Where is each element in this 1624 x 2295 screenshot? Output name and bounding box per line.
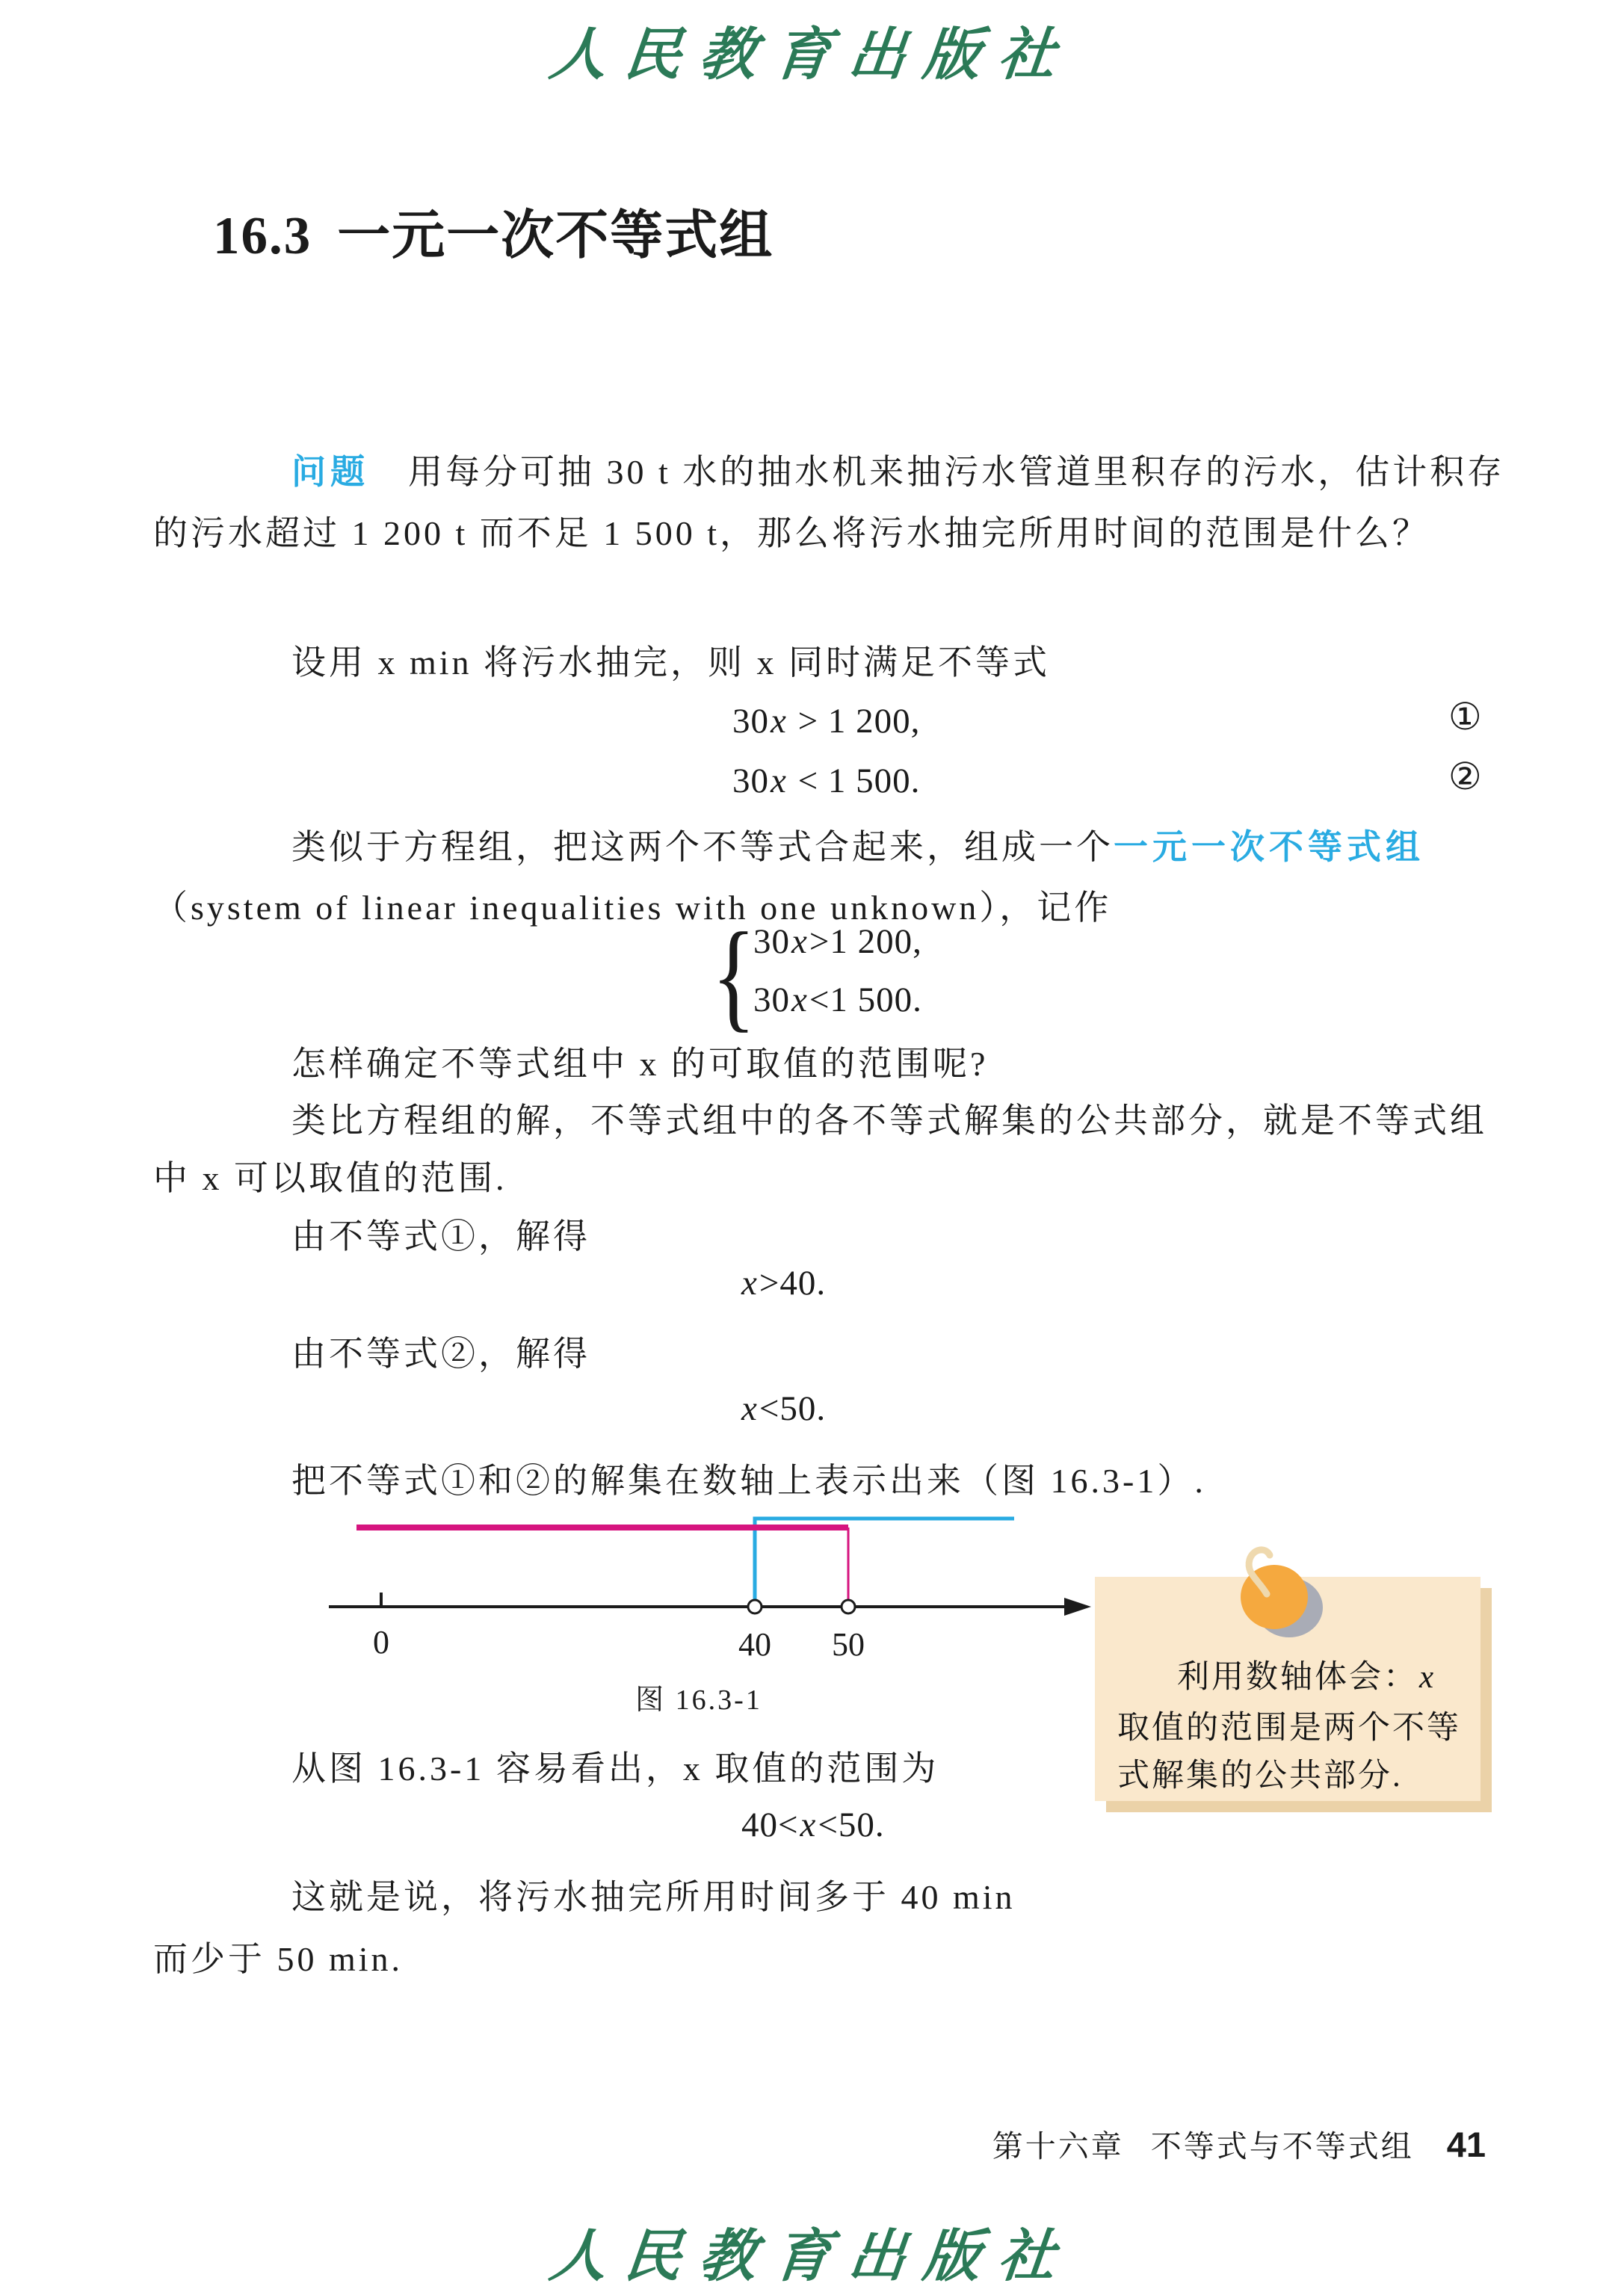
inequality-1-tag: ① [1448,695,1482,738]
sol2-rest: <50. [759,1389,827,1428]
sys1-var: x [791,922,808,961]
publisher-logo-top: 人民教育出版社 [546,24,1077,87]
range-result [741,1805,885,1845]
publisher-logo-bottom: 人民教育出版社 [546,2225,1077,2288]
english-line: （system of linear inequalities with one unknown），记作 [153,889,1112,927]
from-inequality-2: 由不等式②，解得 [291,1335,590,1373]
footer-page-number: 41 [1446,2125,1486,2164]
problem-line-2: 的污水超过 1 200 t 而不足 1 500 t，那么将污水抽完所用时间的范围是什么？ [153,514,1430,552]
system-brace: { [711,907,756,1043]
inequality-2-tag: ② [1448,755,1482,798]
sol2-var: x [741,1389,758,1428]
open-circle-40 [748,1600,762,1613]
eq2-rest: < 1 500. [788,762,921,800]
section-name: 一元一次不等式组 [337,207,774,265]
range-prefix: 40< [741,1806,799,1844]
range-rest: <50. [818,1806,885,1844]
inequality-2 [732,761,920,801]
page-footer [992,2122,1486,2166]
combine-line [291,820,1424,869]
note-line-1 [1177,1652,1437,1697]
range-var: x [800,1806,817,1844]
sys2-var: x [791,980,808,1019]
note-line-3: 式解集的公共部分. [1117,1758,1403,1794]
sys1-coef: 30 [753,922,790,961]
conclusion-line-1: 这就是说，将污水抽完所用时间多于 40 min [291,1878,1016,1916]
eq1-var: x [771,702,787,741]
note-line1-var: x [1419,1660,1436,1695]
eq1-rest: > 1 200, [788,702,921,741]
system-line-1 [753,921,922,962]
pushpin-icon [1222,1536,1349,1640]
eq1-coef: 30 [732,702,769,741]
plot-line: 把不等式①和②的解集在数轴上表示出来（图 16.3-1）. [291,1462,1206,1500]
problem-line-1 [291,445,1504,494]
combine-prefix: 类似于方程组，把这两个不等式合起来，组成一个 [291,828,1114,866]
eq2-var: x [771,762,787,800]
footer-chapter: 第十六章 [992,2129,1124,2163]
analogy-line-1: 类比方程组的解，不等式组中的各不等式解集的公共部分，就是不等式组 [291,1102,1487,1140]
solution-1 [740,1263,826,1303]
note-line1-text: 利用数轴体会： [1177,1660,1418,1695]
problem-label: 问题 [291,452,369,491]
from-inequality-1: 由不等式①，解得 [291,1217,590,1255]
setup-line: 设用 x min 将污水抽完，则 x 同时满足不等式 [291,643,1051,682]
axis-label-50: 50 [832,1626,865,1663]
conclusion-line-2: 而少于 50 min. [153,1940,404,1978]
axis-arrow-head [1064,1598,1091,1616]
problem-line1-text: 用每分可抽 30 t 水的抽水机来抽污水管道里积存的污水，估计积存 [408,453,1505,491]
note-line-2: 取值的范围是两个不等 [1117,1711,1461,1746]
system-line-2 [753,980,922,1020]
figure-caption: 图 16.3-1 [635,1684,762,1716]
sol1-var: x [741,1264,758,1303]
sys2-rest: <1 500. [809,980,922,1019]
section-title [213,193,774,269]
axis-label-40: 40 [738,1626,771,1663]
footer-chapter-title: 不等式与不等式组 [1150,2129,1414,2163]
number-line-figure [314,1495,1106,1670]
eq2-coef: 30 [732,762,769,800]
section-number: 16.3 [213,207,312,265]
blue-ray-x-greater-40 [755,1519,1014,1600]
sys1-rest: >1 200, [809,922,922,961]
axis-label-0: 0 [373,1624,389,1661]
open-circle-50 [842,1600,855,1613]
analogy-line-2: 中 x 可以取值的范围. [153,1159,507,1197]
solution-2 [740,1389,826,1429]
sol1-rest: >40. [759,1264,827,1303]
sys2-coef: 30 [753,980,790,1019]
inequality-1 [732,701,920,741]
question-line: 怎样确定不等式组中 x 的可取值的范围呢? [291,1045,989,1083]
observe-line: 从图 16.3-1 容易看出，x 取值的范围为 [291,1749,939,1788]
term-highlight: 一元一次不等式组 [1114,827,1424,866]
